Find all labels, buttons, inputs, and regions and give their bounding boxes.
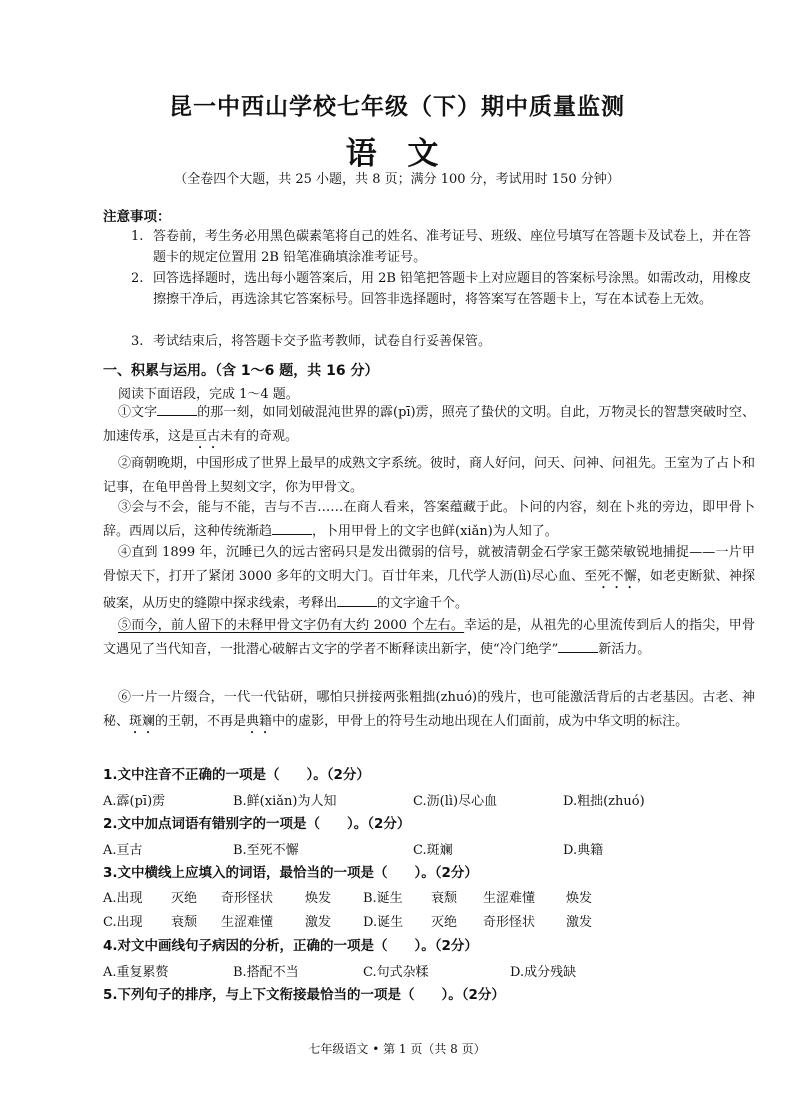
option-c: C.沥(lì)尽心血 bbox=[413, 794, 498, 809]
section-heading: 一、积累与运用。（含 1～6 题，共 16 分） bbox=[103, 363, 379, 379]
option-word: 奇形怪状 bbox=[483, 915, 536, 930]
option-word: 奇形怪状 bbox=[221, 891, 274, 906]
notice-text: 考试结束后，将答题卡交予监考教师，试卷自行妥善保管。 bbox=[153, 334, 492, 349]
notice-text: 回答选择题时，选出每小题答案后，用 2B 铅笔把答题卡上对应题目的答案标号涂黑。如需改动，用橡皮擦擦干净后，再选涂其它答案标号。回答非选择题时，将答案写在答题卡上，写在本试卷上无效。 bbox=[153, 271, 752, 307]
option-word: 生涩难懂 bbox=[483, 891, 536, 906]
subject-title: 语 文 bbox=[345, 136, 449, 172]
passage-paragraph-5: ⑤而今，前人留下的未释甲骨文字仍有大约 2000 个左右。幸运的是，从祖先的心里流传到后人的指尖，甲骨文遇见了当代知音，一批潜心破解古文字的学者不断释读出新字，使“冷门绝学” 新活力。 bbox=[103, 618, 755, 657]
notice-num: 3. bbox=[131, 334, 144, 349]
option-c: C.出现 bbox=[103, 915, 143, 930]
notice-heading: 注意事项： bbox=[103, 209, 171, 225]
exam-info: （全卷四个大题，共 25 小题，共 8 页；满分 100 分，考试用时 150 分钟） bbox=[174, 172, 620, 187]
option-word: 激发 bbox=[305, 915, 332, 930]
option-word: 激发 bbox=[566, 915, 593, 930]
option-b: B.诞生 bbox=[363, 891, 403, 906]
passage-paragraph-6: ⑥一片一片缀合，一代一代钻研，哪怕只拼接两张粗拙(zhuó)的残片，也可能激活背后的古老基因。古老、神秘、斑斓的王朝，不再是典籍中的虚影，甲骨上的符号生动地出现在人们面前，成为中华文明的标注。 bbox=[103, 690, 755, 729]
passage-paragraph-2: ②商朝晚期，中国形成了世界上最早的成熟文字系统。彼时，商人好问，问天、问神、问祖先。王室为了占卜和记事，在龟甲兽骨上契刻文字，你为甲骨文。 bbox=[103, 456, 756, 495]
fill-blank bbox=[157, 401, 197, 416]
fill-blank bbox=[337, 592, 377, 607]
dotted-word: 死不懈 bbox=[597, 569, 637, 584]
option-d: D.典籍 bbox=[563, 843, 604, 858]
question-2-stem: 2.文中加点词语有错别字的一项是（ ）。（2分） bbox=[103, 816, 411, 832]
option-word: 生涩难懂 bbox=[221, 915, 274, 930]
option-d: D.粗拙(zhuó) bbox=[563, 794, 645, 809]
option-a: A.出现 bbox=[103, 891, 143, 906]
option-word: 焕发 bbox=[566, 891, 593, 906]
fill-blank bbox=[558, 638, 598, 653]
option-a: A.霹(pī)雳 bbox=[103, 794, 166, 809]
option-word: 灭绝 bbox=[171, 891, 198, 906]
option-word: 焕发 bbox=[305, 891, 332, 906]
option-word: 衰颓 bbox=[171, 915, 198, 930]
passage-paragraph-4: ④直到 1899 年，沉睡已久的远古密码只是发出微弱的信号，就被清朝金石学家王懿荣敏锐地捕捉——一片甲骨惊天下，打开了紧闭 3000 多年的文明大门。百廿年来，几代学人沥(lì)尽心血、至死不懈，如老吏断狱、神探破案，从历史的缝隙中探求线索，考释出 的文字逾千个。 bbox=[103, 545, 755, 611]
question-3-stem: 3.文中横线上应填入的词语，最恰当的一项是（ ）。（2分） bbox=[103, 865, 478, 881]
fill-blank bbox=[272, 520, 312, 535]
notice-num: 2. bbox=[131, 271, 144, 286]
passage-paragraph-1: ①文字 的那一刻，如同划破混沌世界的霹(pī)雳，照亮了蛰伏的文明。自此，万物灵长的智慧突破时空、加速传承，这是亘古未有的奇观。 bbox=[103, 401, 755, 452]
option-b: B.搭配不当 bbox=[233, 965, 299, 980]
passage-paragraph-3: ③会与不会，能与不能，吉与不吉……在商人看来，答案蕴藏于此。卜问的内容，刻在卜兆的旁边，即甲骨卜辞。西周以后，这种传统渐趋 ，卜用甲骨上的文字也鲜(xiǎn)为人知了。 bbox=[103, 500, 755, 539]
option-d: D.诞生 bbox=[363, 915, 404, 930]
dotted-word: 典籍 bbox=[246, 714, 273, 729]
notice-item-3 bbox=[131, 331, 763, 352]
notice-item-2 bbox=[131, 268, 763, 310]
option-d: D.成分残缺 bbox=[510, 965, 577, 980]
notice-num: 1. bbox=[131, 229, 144, 244]
question-4-stem: 4.对文中画线句子病因的分析，正确的一项是（ ）。（2分） bbox=[103, 938, 478, 954]
option-word: 衰颓 bbox=[431, 891, 458, 906]
option-b: B.鲜(xiǎn)为人知 bbox=[233, 794, 337, 809]
exam-title: 昆一中西山学校七年级（下）期中质量监测 bbox=[169, 94, 625, 120]
option-b: B.至死不懈 bbox=[233, 843, 299, 858]
question-1-stem: 1.文中注音不正确的一项是（ ）。（2分） bbox=[103, 767, 370, 783]
dotted-word: 亘古 bbox=[194, 429, 221, 444]
page-footer: 七年级语文 • 第 1 页（共 8 页） bbox=[308, 1042, 486, 1056]
option-word: 灭绝 bbox=[431, 915, 458, 930]
reading-intro: 阅读下面语段，完成 1～4 题。 bbox=[118, 387, 299, 402]
question-5-stem: 5.下列句子的排序，与上下文衔接最恰当的一项是（ ）。（2分） bbox=[103, 987, 505, 1003]
option-a: A.亘古 bbox=[103, 843, 143, 858]
dotted-word: 斑斓 bbox=[129, 714, 156, 729]
notice-text: 答卷前，考生务必用黑色碳素笔将自己的姓名、准考证号、班级、座位号填写在答题卡及试卷上，并在答题卡的规定位置用 2B 铅笔准确填涂准考证号。 bbox=[153, 229, 752, 265]
underlined-sentence: ⑤而今，前人留下的未释甲骨文字仍有大约 2000 个左右。 bbox=[118, 618, 465, 633]
option-a: A.重复累赘 bbox=[103, 965, 169, 980]
option-c: C.句式杂糅 bbox=[363, 965, 429, 980]
notice-item-1 bbox=[131, 226, 763, 268]
option-c: C.斑斓 bbox=[413, 843, 453, 858]
